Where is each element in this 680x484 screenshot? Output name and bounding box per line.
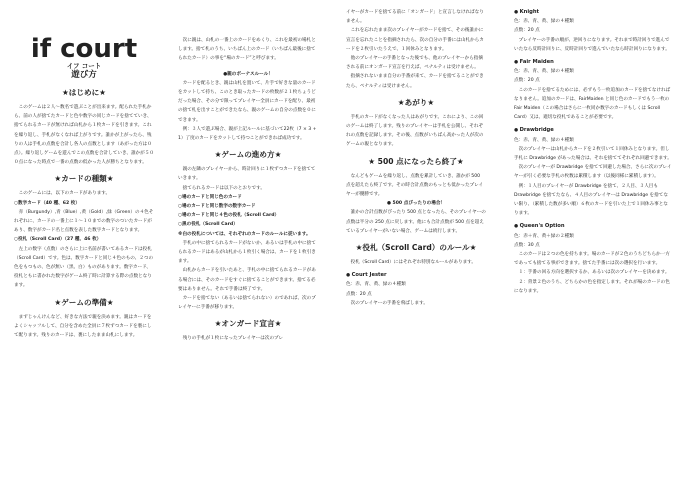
- column-4: [508, 0, 676, 484]
- heading-preparation: ★ゲームの準備★: [54, 297, 114, 307]
- onguard-text-4: 指摘されないまま自分の手番が来て、カードを捨てることができたら、ペナルティは受けません。: [346, 74, 484, 89]
- rule-item: ○場のカードと同じ色のカード: [178, 194, 242, 200]
- flow-text-3: 手札の中に捨てられるカードがないか、あるいは手札の中に捨てられるカードはあるが山札から１枚引く場合は、カードを１枚引きます。: [178, 240, 316, 265]
- column-1: [8, 0, 158, 484]
- card-option-2: ２：背景２色のうち、どちらかの色を指定します。それが場のカードの色になります。: [514, 279, 670, 294]
- card-colors: 色：赤、青、黄、緑の４種類: [346, 282, 406, 288]
- onguard-text: 残りの手札が１枚になったプレイヤーは次のプレ: [182, 336, 284, 342]
- column-3: [340, 0, 490, 484]
- heading-finish: ★あがり★: [397, 97, 435, 107]
- onguard-text-3: 他のプレイヤーの手番となった後でも、他のプレイヤーから指摘される前にオンガード宣言を行えば、ペナルティは受けません。: [346, 56, 483, 71]
- card-colors: 色：赤、青、黄、緑の４種類: [514, 69, 574, 75]
- card-name-fair-maiden: ● Fair Maiden: [514, 58, 672, 67]
- onguard-text-2: これを忘れたまま次のプレイヤーがカードを捨て、その後誰かに宣言を忘れたことを指摘されたら、次の自分の手番には山札からカードを２枚引いたうえで、１回休みとなります。: [346, 28, 484, 52]
- flow-text-4: 山札からカードを引いたあと、手札の中に捨てられるカードがある場合には、そのカードをすぐに捨てることができます。捨てる必要はありません。それで手番は終了です。: [178, 268, 316, 292]
- card-colors: 色：赤＋青、黄＋緑の２種類: [514, 233, 574, 239]
- card-points: 点数：20 点: [514, 28, 540, 34]
- card-name-drawbridge: ● Drawbridge: [514, 126, 672, 135]
- preparation-text: まずじゃんけんなど、好きな方法で親を決めます。親はカードをよくシャッフルして、自分を含めた全員に７枚ずつカードを裏にして配ります。残りのカードは、裏にしたまま山札にします。: [14, 314, 152, 339]
- onguard-text-cont: イヤーがカードを捨てる前に「オンガード」と宣言しなければなりません。: [346, 10, 484, 25]
- title-ruby: イフ コート: [66, 62, 102, 70]
- bonus-example: 例：３人で遊ぶ場合、親が上記ルールに基づいて22枚（7 × 3 + 1）了度のカードをカットして持つことができれば成功です。: [178, 126, 317, 142]
- card-effect-2: 次のプレイヤーが Drawbridge を捨てて回避した場合、さらに次のプレイヤーが引く必要な手札の枚数は累積します（以後同様に累積します）。: [514, 165, 672, 180]
- types-intro: このゲームには、以下のカードがあります。: [18, 191, 111, 197]
- card-points: 点数：20 点: [346, 291, 372, 297]
- number-card-label: ○数字カード（40 種、62 枚）: [14, 200, 80, 206]
- heading-card-types: ★カードの種類★: [54, 174, 114, 184]
- heading-game-flow: ★ゲームの進め方★: [214, 150, 282, 160]
- card-example: 例：１人目のプレイヤーが Drawbridge を捨て、２人目、３人目も Drawbridge を捨てたなら、４人目のプレイヤーは Drawbridge を捨てない限り、（累積した数が多い順）６枚のカードを引いた上で１回休み事となります。: [514, 183, 668, 217]
- card-effect: 次のプレイヤーは山札からカードを２枚引いて１回休みとなります。但し手札に Drawbridge があった場合は、それを捨ててそれぞれ回避できます。: [514, 146, 672, 162]
- intro-text: このゲームは２人～数名で遊ぶことが出来ます。配られた手札から、前の人が捨てたカードと色や数字の同じカードを捨てていき、捨てられるカードが無ければ山札から１枚カードを引きます。これを繰り返し、手札がなくなれば上がりです。誰かが上がったら、残りの人は手札の点数を合計し各人の点数とします（あがった方は０点）。繰り返しゲームを遊んでこの点数を合計していき、誰かが５００点になった時点で一番の点数の低かった人が勝ちとなります。: [14, 105, 154, 166]
- rule-item: ○場のカードと同じ数字の数字カード: [178, 204, 256, 210]
- bonus-500-heading: ● 500 点ぴったりの場合！: [386, 201, 446, 207]
- card-effect: 次のプレイヤーの手番を飛ばします。: [350, 300, 428, 306]
- column-2: [172, 0, 322, 484]
- rule-item: ○黒の役札（Scroll Card）: [178, 222, 238, 228]
- flow-text-2: 捨てられるカードは以下のとおりです。: [182, 185, 265, 191]
- bonus-text: カードを配るとき、親は山札を置いて、片手で好きな量のカードをカットして持ち、このとき取ったカードの枚数が２１枚ちょうどだった場合、その分で限ってプレイヤー全員にカードを配り、最初の捨て札を出すことができたなら、親のゲームの自分の点数を０にできます。: [178, 80, 316, 123]
- scroll-rules-intro: 役札（Scroll Card）にはそれぞれ特別なルールがあります。: [350, 260, 476, 266]
- card-effect: このカードを捨てるためには、必ずもう一枚追加のカードを捨てなければなりません。追加のカードは、FairMaiden と同じ色のカードでもう一枚の Fair Maiden（この場合はさらに一枚同か数字のカードもしくは Scroll Card）又は、適切な役札であることが必要です。: [514, 87, 671, 121]
- card-name-court-jester: ● Court Jester: [346, 271, 486, 280]
- finish-text: 手札のカードがなくなった人はあがりです。これにより、この回のゲームは終了します。残りのプレイヤーは手札を公開し、それぞれの点数を記録します。その後、点数がいちばん高かった人が次のゲームの親となります。: [346, 114, 484, 148]
- bonus-500-text: 誰かの合計点数がぴったり 500 点となったら、そのプレイヤーの点数は半分の 250 点に戻します。他にも合計点数が 500 点を超えているプレイヤーがいない場合、ゲームは続行します。: [346, 210, 486, 234]
- card-name-queens-option: ● Queen's Option: [514, 222, 672, 231]
- card-colors: 色：赤、青、黄、緑の４種類: [514, 137, 574, 143]
- card-effect: このカードは２つの色を持ちます。場のカードが２色のうちどちらか一方であっても捨てる事ができます。捨てた手番には次の選択を行います。: [514, 252, 670, 267]
- heading-intro: ★はじめに★: [62, 88, 106, 97]
- card-points: 点数：20 点: [514, 78, 540, 84]
- card-points: 点数：30 点: [514, 242, 540, 248]
- card-name-knight: ● Knight: [514, 8, 672, 17]
- rule-item: ○場のカードと同じ４色の役札（Scroll Card）: [178, 213, 280, 219]
- end-500-text: なんどもゲームを繰り返し、点数を累計していき、誰かが 500 点を超えたら終了です。その時合計点数のもっとも低かったプレイヤーが優勝です。: [346, 173, 484, 198]
- flow-text-5: カードを捨てない（あるいは捨てられない）のであれば、次のプレイヤーに手番が移ります。: [178, 296, 316, 311]
- card-colors: 色：赤、青、黄、緑の４種類: [514, 19, 574, 25]
- rule-item: ※白の役札については、それぞれのカードのルールに従います。: [178, 231, 311, 237]
- card-option-1: １：手番の回る方向を選択するか、あるいは次のプレイヤーを決めます。: [518, 270, 670, 276]
- scroll-card-label: ○役札（Scroll Card）（27 種、46 枚）: [14, 237, 102, 243]
- heading-scroll-rules: ★役札（Scroll Card）のルール★: [355, 243, 477, 253]
- flow-text-1: 親の左隣のプレイヤーから、時計回りに１枚ずつカードを捨てていきます。: [178, 167, 316, 182]
- heading-500-points: ★ 500 点になったら終了★: [368, 156, 464, 166]
- scroll-card-text: 左上の数字（点数）のさらに上に名前が書いてあるカードは役札（Scroll Card）です。色は、数字カードと同じ４色のもの、２つの色をもつもの、色が無い（黒、白）ものがあります。数字カード、役札ともに書かれた数字がゲーム終了時に計算する際の点数となります。: [14, 246, 154, 289]
- bonus-heading: ●親のボーナスルール！: [223, 71, 273, 77]
- title-subtitle: 遊び方: [71, 70, 97, 80]
- card-effect: プレイヤーの手番の順が、逆回りになります。それまで時計回りで進んでいたなら反時計回りに、反時計回りで進んでいたなら時計回りになります。: [514, 37, 670, 52]
- number-card-text: 赤（Burgundy）,青（Blue）,黄（Gold）,緑（Green）の４色それぞれに、カードの一番上に１～１０までの数字のついたカードがあり、数字がカード名と点数を表した数字カードとなります。: [14, 209, 154, 234]
- heading-onguard: ★オンガード宣言★: [214, 319, 282, 329]
- game-title: if court: [30, 34, 138, 64]
- preparation-text-2: 次に親は、山札の一番上のカードをめくり、これを最初の場札とします。捨て札のうち、いちばん上のカード（いちばん最後に捨てられたカード）の事を“場のカード”と呼びます。: [178, 38, 316, 62]
